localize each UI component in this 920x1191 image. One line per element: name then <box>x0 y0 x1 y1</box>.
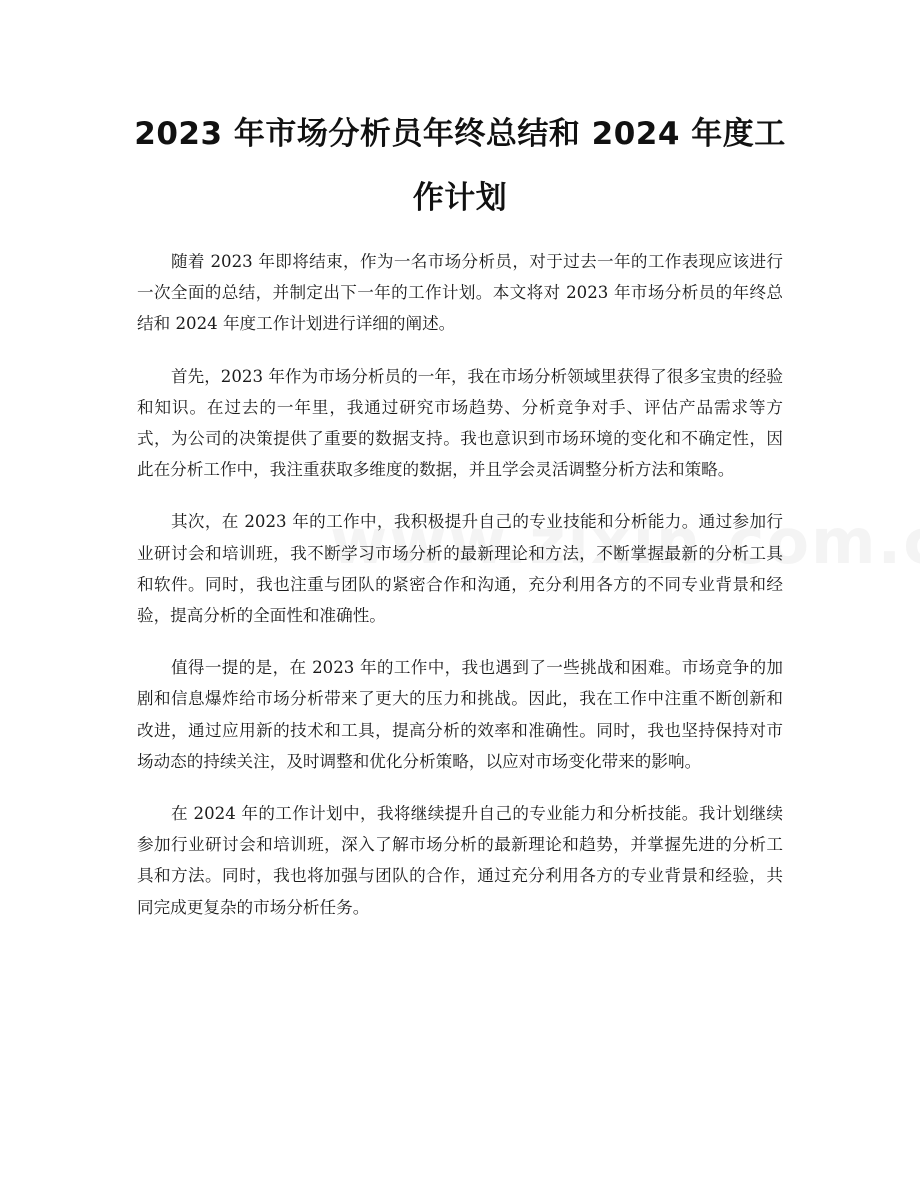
document-body <box>137 246 783 944</box>
paragraph-intro: 随着 2023 年即将结束，作为一名市场分析员，对于过去一年的工作表现应该进行一次全面的总结，并制定出下一年的工作计划。本文将对 2023 年市场分析员的年终总结和 2024 年度工作计划进行详细的阐述。 <box>137 252 783 334</box>
paragraph-plan-2024: 在 2024 年的工作计划中，我将继续提升自己的专业能力和分析技能。我计划继续参加行业研讨会和培训班，深入了解市场分析的最新理论和趋势，并掌握先进的分析工具和方法。同时，我也将加强与团队的合作，通过充分利用各方的专业背景和经验，共同完成更复杂的市场分析任务。 <box>137 804 783 917</box>
paragraph-skills: 其次，在 2023 年的工作中，我积极提升自己的专业技能和分析能力。通过参加行业研讨会和培训班，我不断学习市场分析的最新理论和方法，不断掌握最新的分析工具和软件。同时，我也注重与团队的紧密合作和沟通，充分利用各方的不同专业背景和经验，提高分析的全面性和准确性。 <box>137 512 783 626</box>
paragraph-experience: 首先，2023 年作为市场分析员的一年，我在市场分析领域里获得了很多宝贵的经验和知识。在过去的一年里，我通过研究市场趋势、分析竞争对手、评估产品需求等方式，为公司的决策提供了重要的数据支持。我也意识到市场环境的变化和不确定性，因此在分析工作中，我注重获取多维度的数据，并且学会灵活调整分析方法和策略。 <box>137 366 783 480</box>
paragraph-challenges: 值得一提的是，在 2023 年的工作中，我也遇到了一些挑战和困难。市场竞争的加剧和信息爆炸给市场分析带来了更大的压力和挑战。因此，我在工作中注重不断创新和改进，通过应用新的技术和工具，提高分析的效率和准确性。同时，我也坚持保持对市场动态的持续关注，及时调整和优化分析策略，以应对市场变化带来的影响。 <box>137 658 783 771</box>
document-title <box>130 102 790 230</box>
document-title-line-1: 2023 年市场分析员年终总结和 2024 年度工 <box>134 116 786 152</box>
document-title-line-2: 作计划 <box>412 180 508 216</box>
